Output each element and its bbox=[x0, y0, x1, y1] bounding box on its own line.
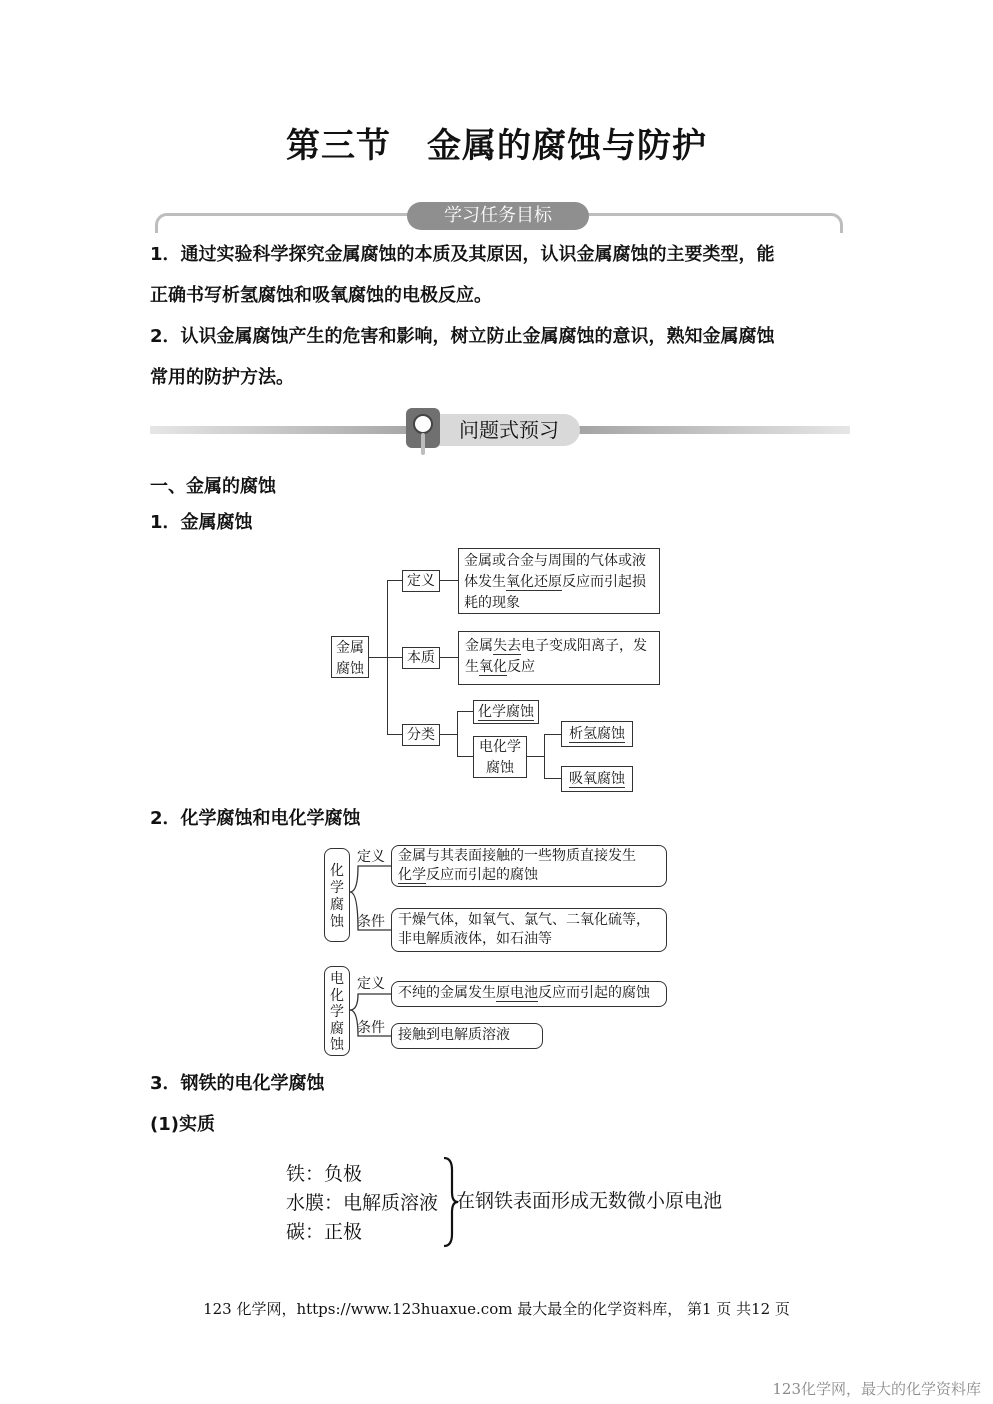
water-film-line: 水膜：电解质溶液 bbox=[286, 1192, 439, 1214]
echem-definition-label: 定义 bbox=[357, 976, 385, 992]
echem-definition-box: 不纯的金属发生原电池反应而引起的腐蚀 bbox=[391, 981, 667, 1007]
subsection-heading: 1．金属腐蚀 bbox=[150, 512, 253, 533]
preview-banner bbox=[150, 408, 850, 460]
essence-heading: (1)实质 bbox=[150, 1114, 215, 1135]
chem-condition-label: 条件 bbox=[357, 914, 385, 930]
subsection-heading: 3．钢铁的电化学腐蚀 bbox=[150, 1073, 325, 1094]
echem-condition-label: 条件 bbox=[357, 1020, 385, 1036]
objective-1-line-2: 正确书写析氢腐蚀和吸氧腐蚀的电极反应。 bbox=[150, 285, 492, 306]
chemical-corrosion-label: 化 学 腐 蚀 bbox=[324, 848, 350, 942]
chem-condition-box: 干燥气体，如氧气、氯气、二氧化硫等， 非电解质液体，如石油等 bbox=[391, 908, 667, 952]
chem-definition-box: 金属与其表面接触的一些物质直接发生 化学反应而引起的腐蚀 bbox=[391, 845, 667, 887]
essence-box: 金属失去电子变成阳离子，发 生氧化反应 bbox=[458, 631, 660, 685]
chem-definition-label: 定义 bbox=[357, 849, 385, 865]
carbon-line: 碳：正极 bbox=[286, 1221, 363, 1243]
essence-label: 本质 bbox=[402, 647, 440, 669]
definition-label: 定义 bbox=[402, 570, 440, 592]
hydrogen-evolution-box: 析氢腐蚀 bbox=[561, 721, 633, 747]
electrochemical-corrosion-label: 电 化 学 腐 蚀 bbox=[324, 966, 350, 1056]
classification-label: 分类 bbox=[402, 724, 440, 746]
oxygen-absorption-box: 吸氧腐蚀 bbox=[561, 766, 633, 792]
banner-label: 问题式预习 bbox=[408, 414, 580, 446]
page-title: 第三节 金属的腐蚀与防护 bbox=[286, 126, 707, 166]
echem-condition-box: 接触到电解质溶液 bbox=[391, 1023, 543, 1049]
page-footer: 123 化学网，https://www.123huaxue.com 最大最全的化学资料库， 第1 页 共12 页 bbox=[203, 1300, 790, 1318]
electrochemical-corrosion-box: 电化学 腐蚀 bbox=[473, 736, 527, 778]
essence-result: 在钢铁表面形成无数微小原电池 bbox=[456, 1190, 723, 1212]
iron-line: 铁：负极 bbox=[286, 1163, 363, 1185]
watermark: 123化学网，最大的化学资料库 bbox=[772, 1380, 981, 1398]
subsection-heading: 2．化学腐蚀和电化学腐蚀 bbox=[150, 808, 361, 829]
root-box: 金属 腐蚀 bbox=[331, 636, 369, 678]
definition-box: 金属或合金与周围的气体或液 体发生氧化还原反应而引起损 耗的现象 bbox=[458, 548, 660, 614]
chemical-corrosion-box: 化学腐蚀 bbox=[473, 700, 539, 724]
objectives bbox=[150, 234, 850, 398]
objective-1-line-1: 1．通过实验科学探究金属腐蚀的本质及其原因，认识金属腐蚀的主要类型，能 bbox=[150, 244, 775, 265]
learning-objectives-banner bbox=[155, 202, 845, 232]
objective-2-line-2: 常用的防护方法。 bbox=[150, 367, 294, 388]
banner-label: 学习任务目标 bbox=[407, 202, 589, 230]
magnifier-icon bbox=[406, 408, 440, 448]
objective-2-line-1: 2．认识金属腐蚀产生的危害和影响，树立防止金属腐蚀的意识，熟知金属腐蚀 bbox=[150, 326, 775, 347]
section-heading: 一、金属的腐蚀 bbox=[150, 476, 276, 497]
